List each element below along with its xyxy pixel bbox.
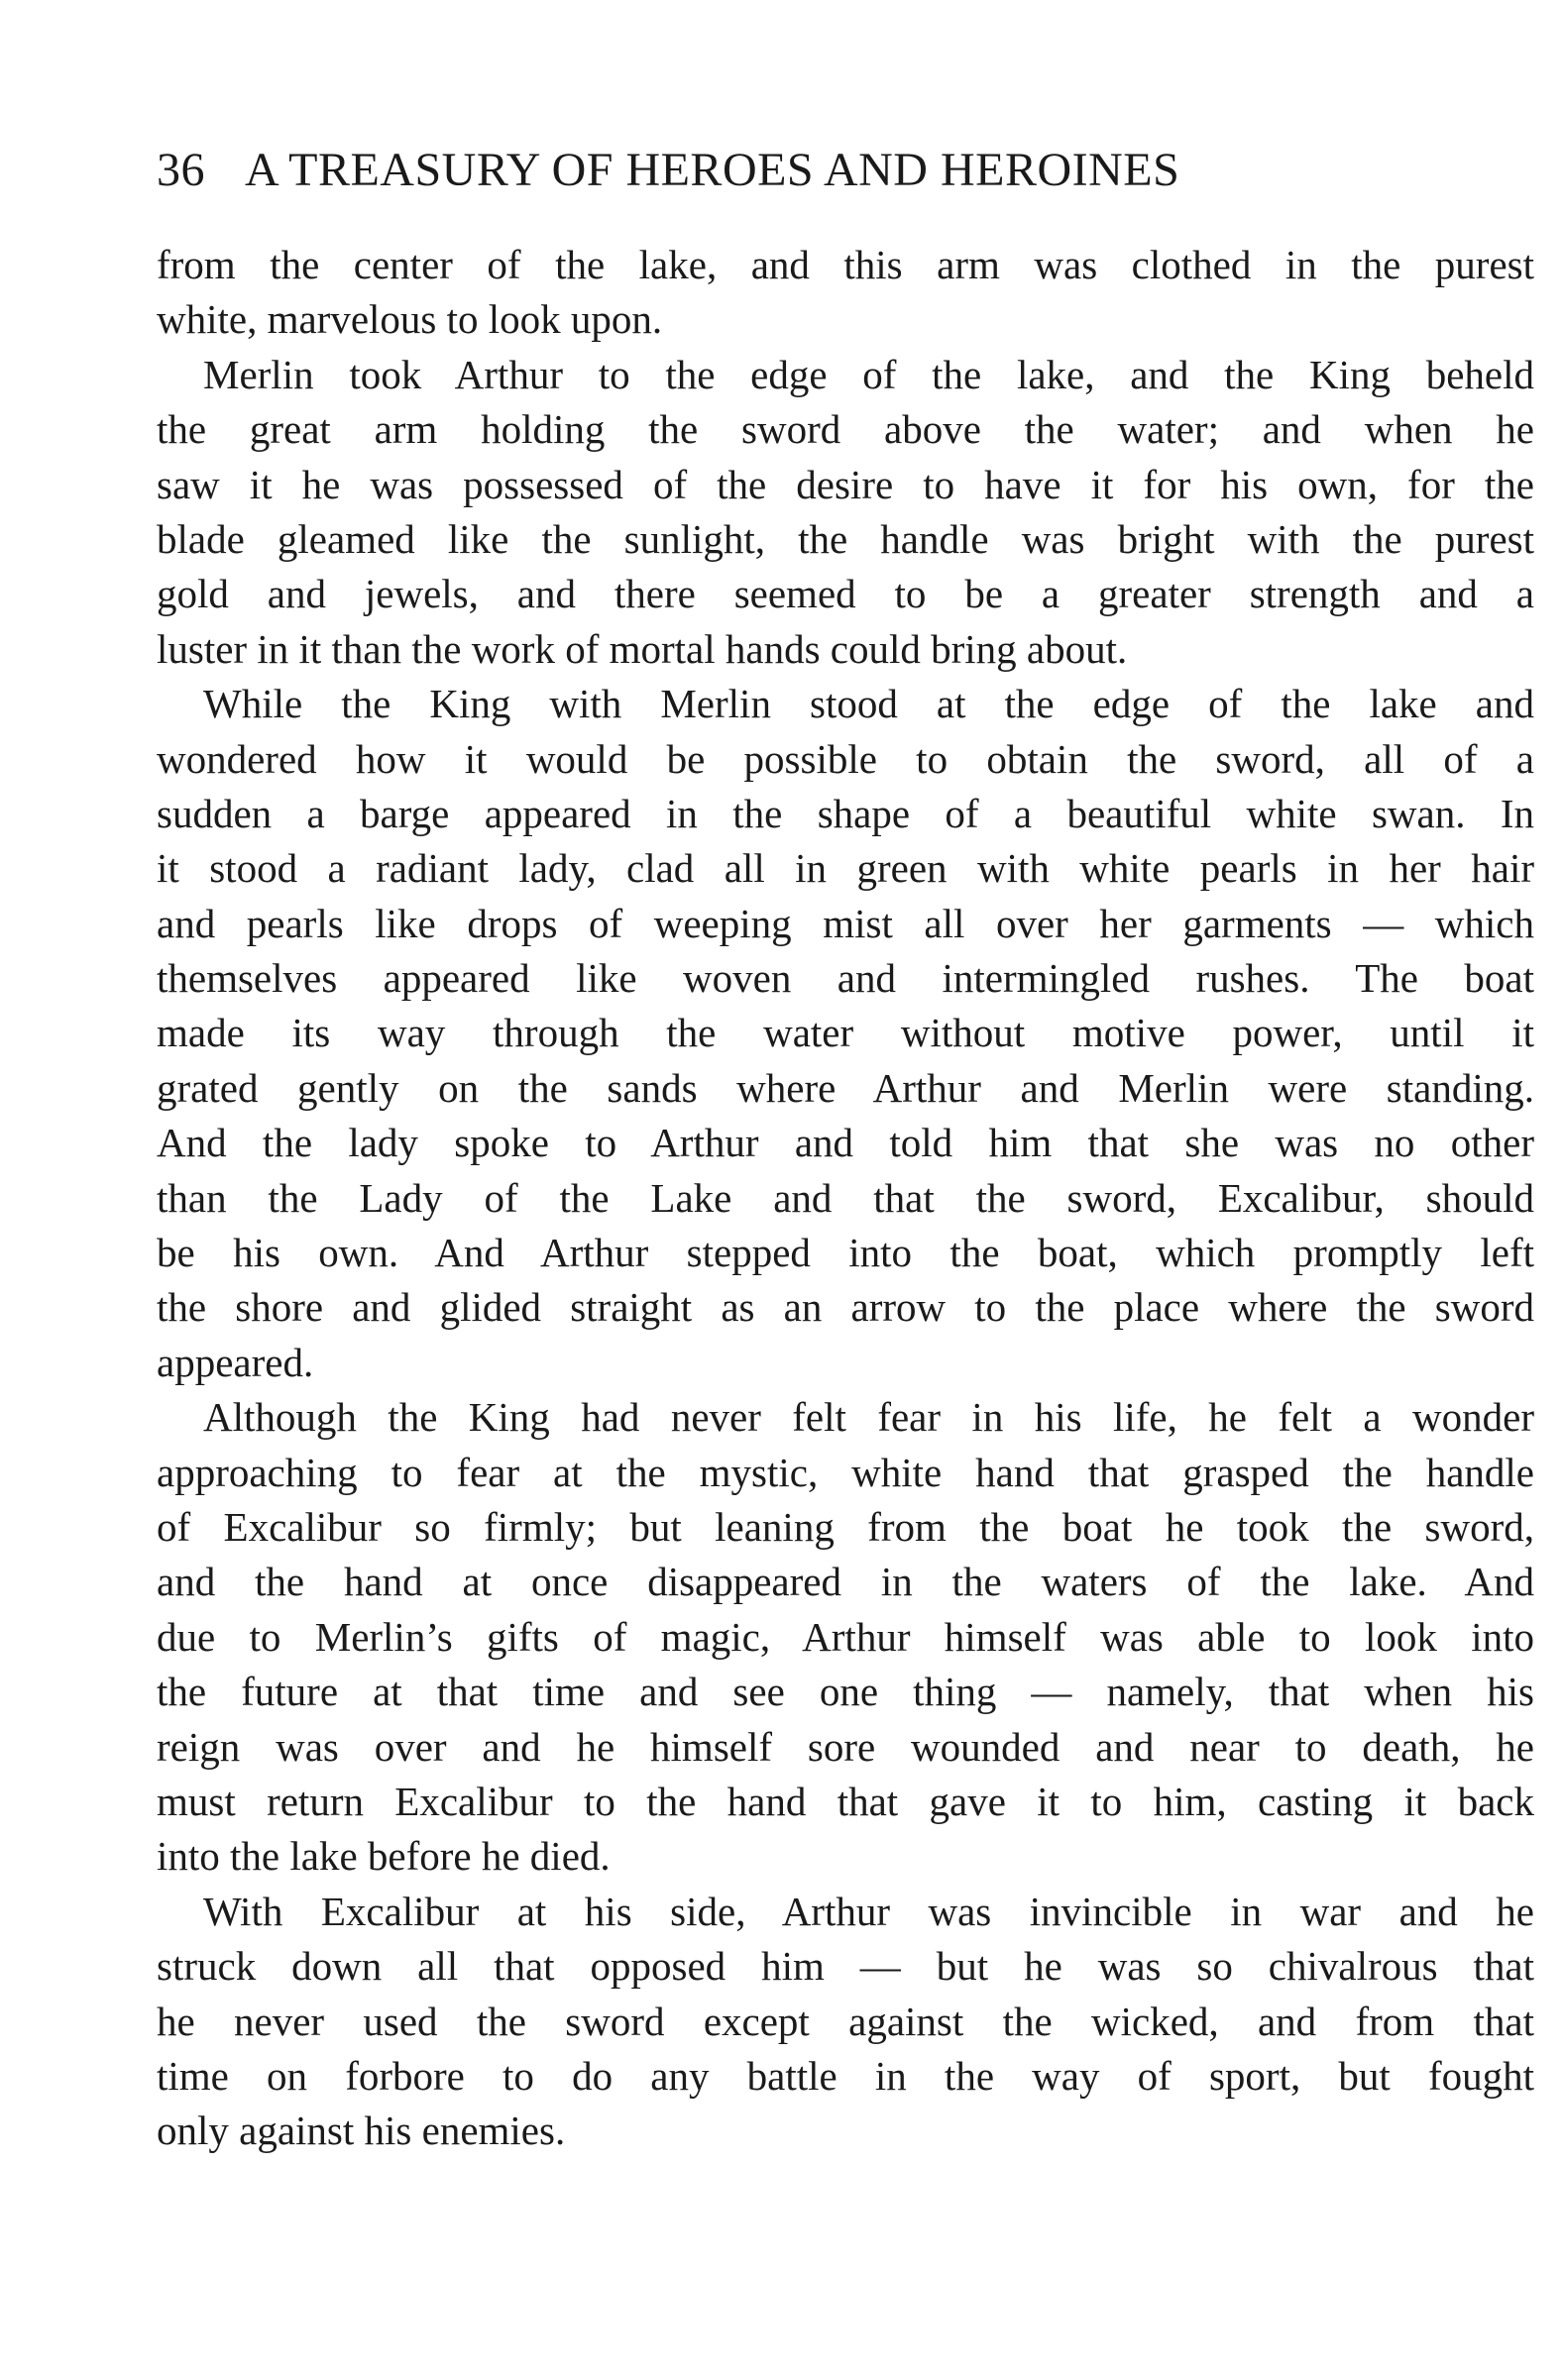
text-line: made its way through the water without motive power, until it bbox=[157, 1010, 1534, 1056]
text-line: the great arm holding the sword above the water; and when he bbox=[157, 406, 1534, 453]
text-line: into the lake before he died. bbox=[157, 1833, 611, 1880]
text-line: wondered how it would be possible to obtain the sword, all of a bbox=[157, 735, 1534, 782]
text-line: saw it he was possessed of the desire to have it for his own, for the bbox=[157, 461, 1534, 507]
text-line: than the Lady of the Lake and that the sword, Excalibur, should bbox=[157, 1174, 1534, 1221]
text-line: white, marvelous to look upon. bbox=[157, 296, 663, 343]
text-line: and pearls like drops of weeping mist all over her garments — which bbox=[157, 900, 1534, 946]
text-line: approaching to fear at the mystic, white hand that grasped the handle bbox=[157, 1449, 1534, 1495]
text-line: themselves appeared like woven and intermingled rushes. The boat bbox=[157, 955, 1534, 1002]
text-line: the future at that time and see one thing — namely, that when his bbox=[157, 1669, 1534, 1715]
paragraph-first-line: Although the King had never felt fear in his life, he felt a wonder bbox=[203, 1394, 1534, 1441]
paragraph-first-line: While the King with Merlin stood at the edge of the lake and bbox=[203, 681, 1534, 727]
text-line: it stood a radiant lady, clad all in green with white pearls in her hair bbox=[157, 845, 1534, 892]
text-line: time on forbore to do any battle in the way of sport, but fought bbox=[157, 2052, 1534, 2099]
body-text bbox=[157, 238, 1534, 2159]
text-line: reign was over and he himself sore wounded and near to death, he bbox=[157, 1723, 1534, 1770]
text-line: be his own. And Arthur stepped into the boat, which promptly left bbox=[157, 1230, 1534, 1276]
page-number: 36 bbox=[157, 144, 205, 196]
text-line: appeared. bbox=[157, 1339, 314, 1385]
text-line: of Excalibur so firmly; but leaning from the boat he took the sword, bbox=[157, 1503, 1534, 1550]
text-line: sudden a barge appeared in the shape of a beautiful white swan. In bbox=[157, 790, 1534, 836]
running-title: A TREASURY OF HEROES AND HEROINES bbox=[245, 144, 1180, 196]
text-line: he never used the sword except against the wicked, and from that bbox=[157, 1998, 1534, 2044]
text-line: due to Merlin’s gifts of magic, Arthur himself was able to look into bbox=[157, 1613, 1534, 1660]
text-line: luster in it than the work of mortal hands could bring about. bbox=[157, 625, 1128, 672]
paragraph-first-line: With Excalibur at his side, Arthur was invincible in war and he bbox=[203, 1888, 1534, 1934]
text-line: gold and jewels, and there seemed to be a greater strength and a bbox=[157, 571, 1534, 617]
paragraph-first-line: Merlin took Arthur to the edge of the lake, and the King beheld bbox=[203, 351, 1534, 397]
text-line: and the hand at once disappeared in the waters of the lake. And bbox=[157, 1559, 1534, 1605]
text-line: grated gently on the sands where Arthur and Merlin were standing. bbox=[157, 1064, 1534, 1111]
text-line: must return Excalibur to the hand that gave it to him, casting it back bbox=[157, 1778, 1534, 1824]
text-line: the shore and glided straight as an arrow to the place where the sword bbox=[157, 1284, 1534, 1331]
text-line: struck down all that opposed him — but he was so chivalrous that bbox=[157, 1943, 1534, 1990]
text-line: blade gleamed like the sunlight, the handle was bright with the purest bbox=[157, 515, 1534, 562]
text-line: only against his enemies. bbox=[157, 2108, 566, 2154]
running-head bbox=[157, 139, 1391, 202]
text-line: from the center of the lake, and this arm was clothed in the purest bbox=[157, 242, 1534, 287]
text-line: And the lady spoke to Arthur and told him that she was no other bbox=[157, 1120, 1534, 1166]
